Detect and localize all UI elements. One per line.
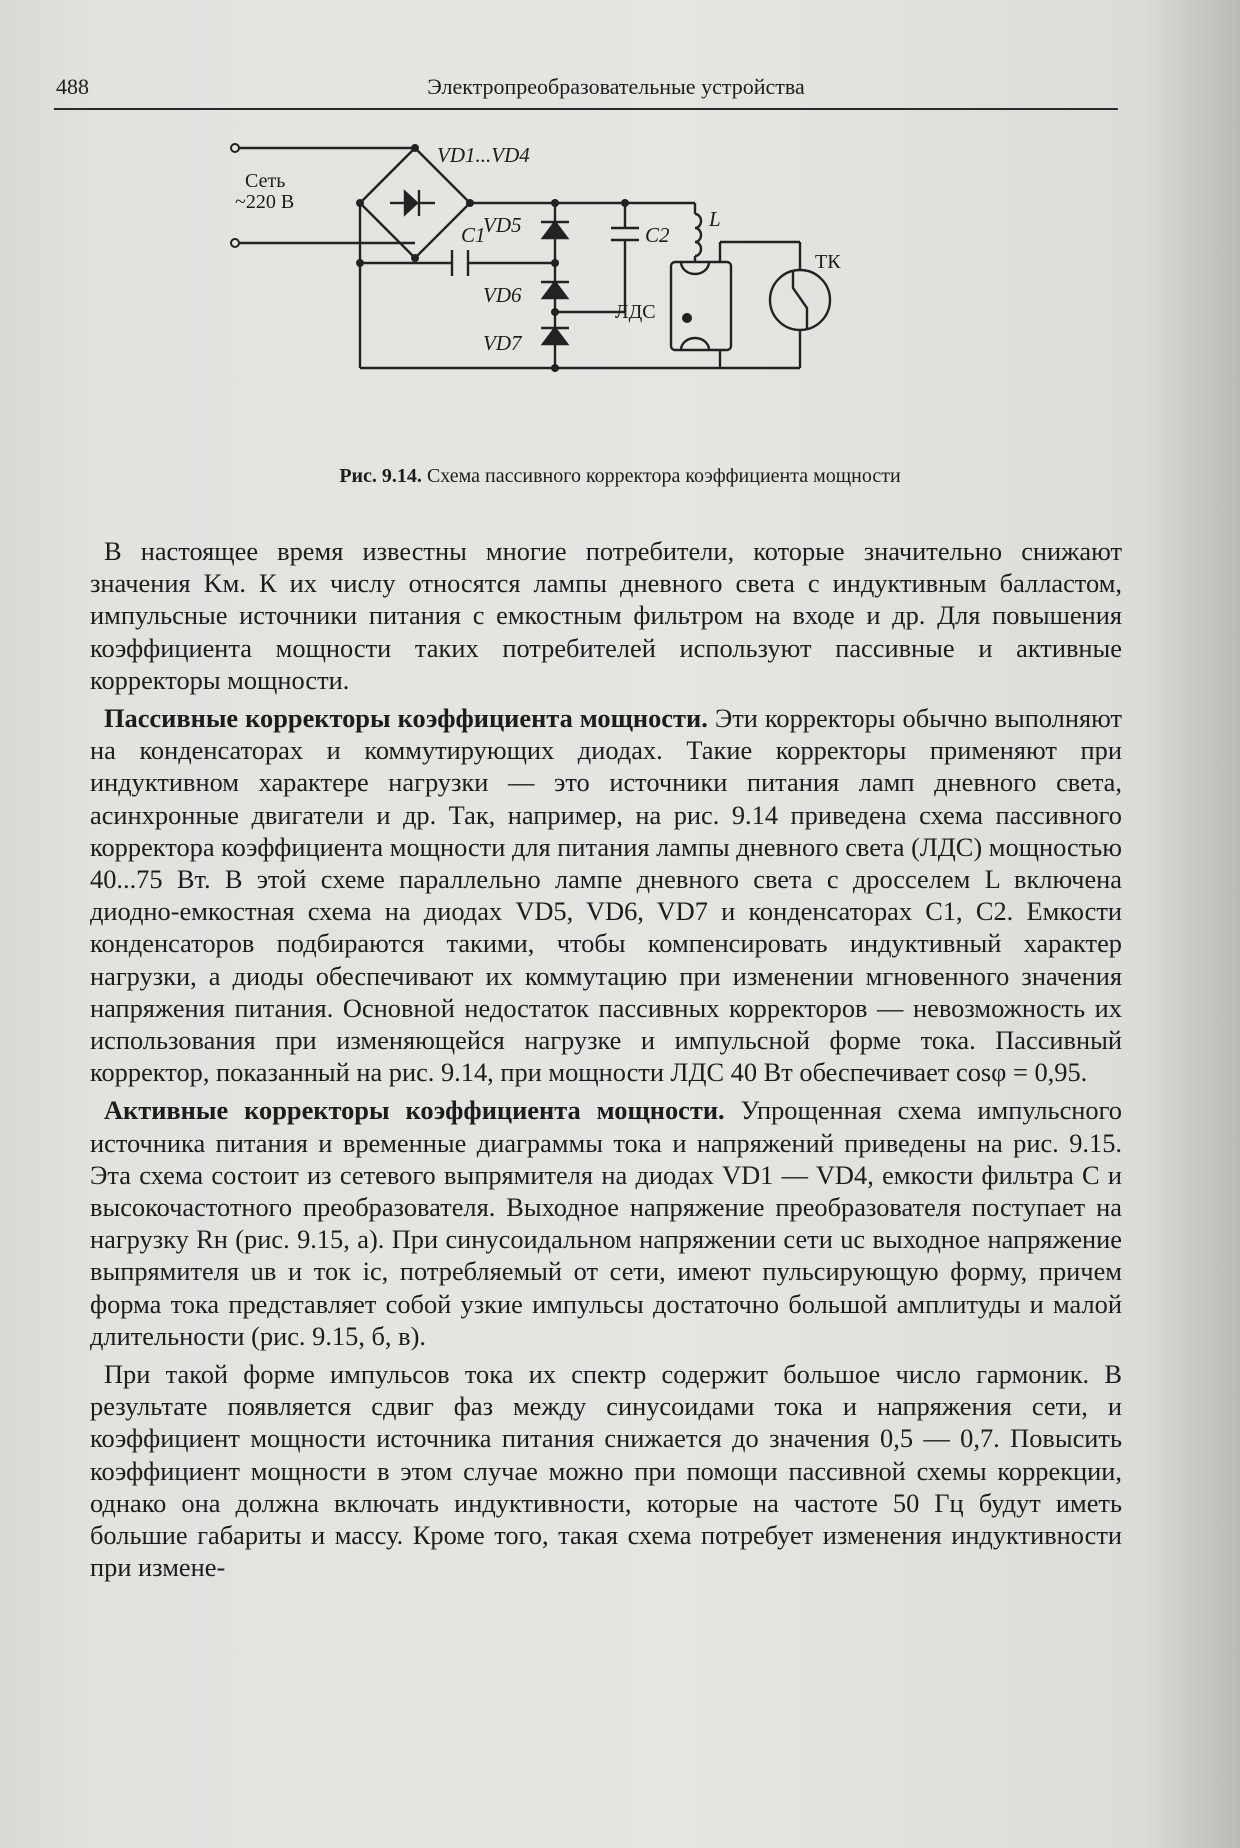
label-lamp: ЛДС — [615, 301, 656, 323]
paragraph-3 — [90, 1094, 1122, 1352]
caption-label: Рис. 9.14. — [339, 465, 422, 487]
page-number: 488 — [56, 74, 89, 99]
body-text — [90, 535, 1122, 1590]
page-header — [54, 74, 1118, 110]
mains-terminal-top — [231, 144, 239, 152]
label-inductor: L — [709, 207, 721, 231]
paragraph-2-lead: Пассивные корректоры коэффициента мощности. — [104, 703, 708, 734]
paragraph-3-text: Упрощенная схема импульсного источника питания и временные диаграммы тока и напряжений приведены на рис. 9.15. Эта схема состоит из сетевого выпрямителя на диодах VD1 — VD4, емкости фильтра C и высокочастотного преобразователя. Выходное напряжение преобразователя поступает на нагрузку Rн (рис. 9.15, а). При синусоидальном напряжении сети uс выходное напряжение выпрямителя uв и ток iс, потребляемый от сети, имеют пульсирующую форму, причем форма тока представляет собой узкие импульсы достаточно большой амплитуды и малой длительности (рис. 9.15, б, в). — [90, 1095, 1122, 1351]
label-vd5: VD5 — [483, 213, 522, 237]
circuit-diagram — [225, 130, 985, 460]
label-vd7: VD7 — [483, 331, 522, 355]
running-title: Электропреобразовательные устройства — [427, 74, 805, 99]
label-c2: C2 — [645, 223, 670, 247]
diode-vd5 — [543, 222, 567, 238]
circuit-figure — [225, 130, 985, 460]
paragraph-4: При такой форме импульсов тока их спектр содержит большое число гармоник. В результате появляется сдвиг фаз между синусоидами тока и напряжения сети, и коэффициент мощности источника питания снижается до значения 0,5 — 0,7. Повысить коэффициент мощности в этом случае можно при помощи пассивной схемы коррекции, однако она должна включать индуктивности, которые на частоте 50 Гц будут иметь большие габариты и массу. Кроме того, такая схема потребует изменения индуктивности при измене- — [90, 1359, 1122, 1583]
paragraph-1: В настоящее время известны многие потребители, которые значительно снижают значения Kм. К их числу относятся лампы дневного света с индуктивным балластом, импульсные источники питания с емкостным фильтром на входе и др. Для повышения коэффициента мощности таких потребителей используют пассивные и активные корректоры мощности. — [90, 536, 1122, 695]
label-mains-1: Сеть — [245, 170, 286, 192]
diode-vd7 — [543, 328, 567, 344]
inductor-symbol — [695, 214, 701, 256]
lamp-symbol — [671, 262, 731, 350]
label-mains-2: ~220 В — [235, 191, 295, 213]
paragraph-2 — [90, 702, 1122, 1088]
label-bridge: VD1...VD4 — [437, 143, 530, 167]
diode-vd6 — [543, 282, 567, 298]
label-starter: ТК — [815, 251, 841, 273]
figure-caption — [60, 465, 1180, 488]
mains-terminal-bottom — [231, 239, 239, 247]
caption-text: Схема пассивного корректора коэффициента мощности — [426, 465, 901, 487]
paragraph-3-lead: Активные корректоры коэффициента мощности. — [104, 1095, 725, 1126]
bridge-diode-symbol — [405, 192, 417, 214]
paragraph-2-text: Эти корректоры обычно выполняют на конденсаторах и коммутирующих диодах. Такие корректоры применяют при индуктивном характере нагрузки — это источники питания ламп дневного света, асинхронные двигатели и др. Так, например, на рис. 9.14 приведена схема пассивного корректора коэффициента мощности для питания лампы дневного света (ЛДС) мощностью 40...75 Вт. В этой схеме параллельно лампе дневного света с дросселем L включена диодно-емкостная схема на диодах VD5, VD6, VD7 и конденсаторах C1, C2. Емкости конденсаторов подбираются такими, чтобы компенсировать индуктивный характер нагрузки, а диоды обеспечивают их коммутацию при изменении мгновенного значения напряжения питания. Основной недостаток пассивных корректоров — невозможность их использования при изменяющейся нагрузке и импульсной форме тока. Пассивный корректор, показанный на рис. 9.14, при мощности ЛДС 40 Вт обеспечивает cosφ = 0,95. — [90, 703, 1122, 1088]
label-c1: C1 — [461, 223, 486, 247]
label-vd6: VD6 — [483, 283, 522, 307]
